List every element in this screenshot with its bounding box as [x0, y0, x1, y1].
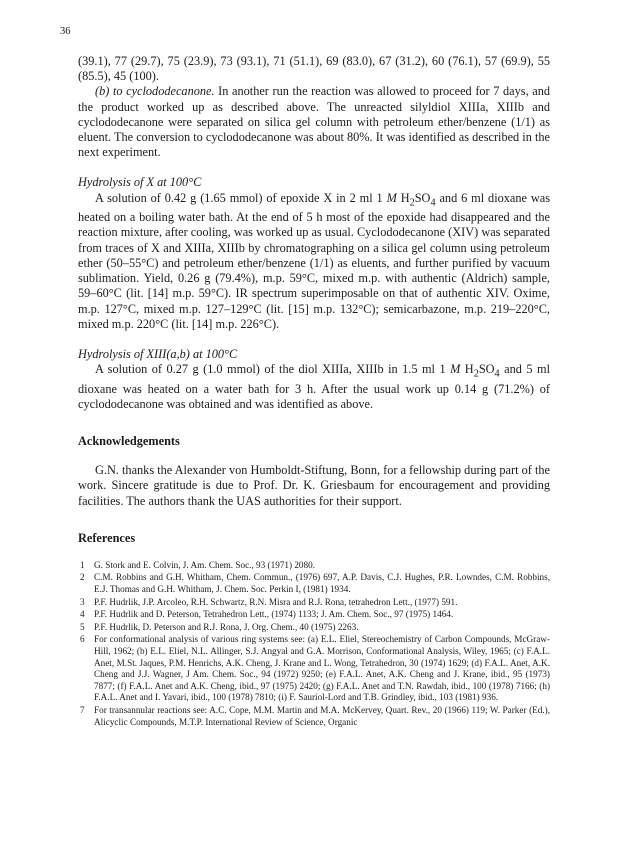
- reference-text: P.F. Hudrlik and D. Peterson, Tetrahedron Lett., (1974) 1133; J. Am. Chem. Soc., 97 (1975) 1464.: [94, 609, 454, 620]
- acknowledgements-heading: Acknowledgements: [78, 434, 180, 449]
- reference-list: [78, 560, 550, 728]
- subheading-hydrolysis-x: Hydrolysis of X at 100°C: [78, 175, 202, 190]
- subscript: 4: [430, 197, 436, 209]
- mass-spec-continuation: (39.1), 77 (29.7), 75 (23.9), 73 (93.1), 71 (51.1), 69 (83.0), 67 (31.2), 60 (76.1), 57 (69.9), 55 (85.5), 45 (100).: [78, 54, 550, 84]
- reference-text: G. Stork and E. Colvin, J. Am. Chem. Soc., 93 (1971) 2080.: [94, 559, 316, 570]
- text-run: SO: [414, 190, 431, 205]
- reference-item: [78, 597, 550, 609]
- molar-symbol: M: [386, 190, 397, 205]
- reference-item: [78, 622, 550, 634]
- reference-number: 1: [80, 559, 85, 570]
- reference-number: 2: [80, 572, 85, 583]
- reference-item: [78, 609, 550, 621]
- page-number: 36: [60, 26, 71, 37]
- reference-number: 4: [80, 609, 85, 620]
- reference-number: 7: [80, 704, 85, 715]
- subscript: 2: [409, 197, 415, 209]
- acknowledgements-text: G.N. thanks the Alexander von Humboldt-Stiftung, Bonn, for a fellowship during part of the work. Sincere gratitude is due to Prof. Dr. K. Griesbaum for encouragement and providing facilities. The authors thank the UAS authorities for their support.: [78, 463, 550, 508]
- subheading-hydrolysis-xiii: Hydrolysis of XIII(a,b) at 100°C: [78, 346, 238, 361]
- subscript: 2: [473, 368, 479, 380]
- paragraph-hydrolysis-xiii: [78, 362, 550, 412]
- reference-text: C.M. Robbins and G.H. Whitham, Chem. Commun., (1976) 697, A.P. Davis, C.J. Hughes, P.R. Lowndes, C.M. Robbins, E.J. Thomas and G.H. Whitham, J. Chem. Soc. Perkin I, (1981) 1934.: [94, 572, 550, 594]
- reference-item: [78, 572, 550, 595]
- molar-symbol: M: [450, 362, 461, 377]
- reference-item: [78, 634, 550, 704]
- reference-text: P.F. Hudrlik, D. Peterson and R.J. Rona, J. Org. Chem., 40 (1975) 2263.: [94, 621, 359, 632]
- run-label: (b) to cyclododecanone.: [95, 84, 215, 99]
- text-run: and 6 ml dioxane was heated on a boiling water bath. At the end of 5 h most of the epoxide had disappeared and the reaction mixture, after cooling, was worked up as usual. Cyclododecanone (XIV) was separated from traces of X and XIIIa, XIIIb by chromatographing on a silica gel column using petroleum ether (50–55°C) and petroleum ether/benzene (1/1) as eluents, and further purified by vacuum sublimation. Yield, 0.26 g (79.4%), m.p. 59°C, mixed m.p. with authentic (Aldrich) sample, 59–60°C (lit. [14] m.p. 59°C). IR spectrum superimposable on that of authentic XIV. Oxime, m.p. 127°C, mixed m.p. 127–129°C (lit. [15] m.p. 132°C); semicarbazone, m.p. 219–220°C, mixed m.p. 220°C (lit. [14] m.p. 226°C).: [78, 190, 550, 331]
- subscript: 4: [494, 368, 500, 380]
- reference-text: For conformational analysis of various ring systems see: (a) E.L. Eliel, Stereochemistry of Carbon Compounds, McGraw-Hill, 1962; (b) E.L. Eliel, N.L. Allinger, S.J. Angyal and G.A. Morrison, Conformational Analysis, Wiley, 1965; (c) F.A.L. Anet, M.St. Jaques, P.M. Henrichs, A.K. Cheng, J. Krane and L. Wong, Tetrahedron, 30 (1974) 1629; (d) F.A.L. Anet, A.K. Cheng and J.J. Wagner, J Am. Chem. Soc., 94 (1972) 9250; (e) F.A.L. Anet, A.K. Cheng and J. Krane, ibid., 95 (1973) 7877; (f) F.A.L. Anet and A.K. Cheng, ibid., 97 (1975) 2420; (g) F.A.L. Anet and T.N. Rawdah, ibid., 100 (1978) 7166; (h) F.A.L. Anet and I. Yavari, ibid., 100 (1978) 7810; (i) F. Sauriol-Lord and T.B. Grindley, ibid., 103 (1981) 936.: [94, 634, 550, 703]
- text-run: and 5 ml dioxane was heated on a water bath for 3 h. After the usual work up 0.14 g (71.2%) of cyclododecanone was obtained and was identified as above.: [78, 362, 550, 411]
- text-run: A solution of 0.42 g (1.65 mmol) of epoxide X in 2 ml 1: [95, 190, 387, 205]
- text-run: A solution of 0.27 g (1.0 mmol) of the diol XIIIa, XIIIb in 1.5 ml 1: [95, 362, 451, 377]
- paragraph-hydrolysis-x: [78, 191, 550, 332]
- text-run: H: [396, 190, 410, 205]
- text-run: SO: [478, 362, 495, 377]
- reference-text: For transannular reactions see: A.C. Cope, M.M. Martin and M.A. McKervey, Quart. Rev., 20 (1966) 119; W. Parker (Ed.), Alicyclic Compounds, M.T.P. International Review of Science, Organic: [94, 704, 550, 727]
- page-body: [78, 54, 550, 729]
- reference-number: 3: [80, 596, 85, 607]
- reference-number: 6: [80, 634, 85, 645]
- reference-item: [78, 705, 550, 728]
- paragraph-cyclododecanone: [78, 84, 550, 160]
- reference-text: P.F. Hudrlik, J.P. Arcoleo, R.H. Schwartz, R.N. Misra and R.J. Rona, tetrahedron Lett., (1977) 591.: [94, 596, 458, 607]
- paragraph-text: In another run the reaction was allowed to proceed for 7 days, and the product worked up as described above. The unreacted silyldiol XIIIa, XIIIb and cyclododecanone were separated on silica gel column with petroleum ether/benzene (1/1) as eluent. The conversion to cyclododecanone was about 80%. It was identified as described in the next experiment.: [78, 84, 551, 160]
- text-run: H: [460, 362, 474, 377]
- reference-item: [78, 560, 550, 572]
- reference-number: 5: [80, 621, 85, 632]
- references-heading: References: [78, 530, 136, 545]
